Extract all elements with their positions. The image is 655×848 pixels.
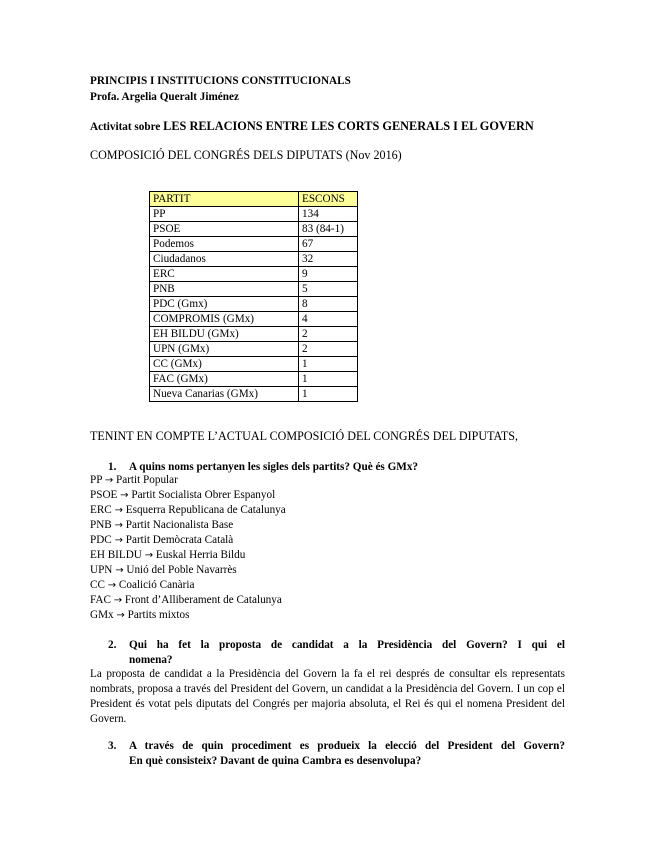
table-header-row: [150, 192, 358, 207]
question-text: A quins noms pertanyen les sigles dels partits? Què és GMx?: [129, 461, 419, 473]
list-item: [90, 608, 286, 623]
table-row: [150, 372, 358, 387]
abbr-name: Euskal Herria Bildu: [155, 549, 246, 561]
seats-cell: 4: [299, 312, 358, 327]
seats-cell: 32: [299, 252, 358, 267]
question-2: [90, 638, 565, 668]
seats-cell: 83 (84-1): [299, 222, 358, 237]
header-partit: PARTIT: [150, 192, 299, 207]
question-text-line-1: A través de quin procediment es produeix la elecció del President del Govern?: [129, 740, 565, 752]
list-item: [90, 533, 286, 548]
table-row: [150, 267, 358, 282]
table-row: [150, 357, 358, 372]
header-escons: ESCONS: [299, 192, 358, 207]
table-row: [150, 387, 358, 402]
arrow-right-icon: →: [120, 490, 129, 501]
activity-topic: LES RELACIONS ENTRE LES CORTS GENERALS I EL GOVERN: [163, 119, 534, 133]
seats-cell: 8: [299, 297, 358, 312]
abbr-code: PP: [90, 474, 103, 486]
seats-cell: 2: [299, 327, 358, 342]
table-row: [150, 237, 358, 252]
arrow-right-icon: →: [116, 610, 125, 621]
arrow-right-icon: →: [115, 565, 124, 576]
abbr-name: Partit Nacionalista Base: [125, 519, 234, 531]
list-item: [90, 563, 286, 578]
list-item: [90, 488, 286, 503]
party-cell: Ciudadanos: [150, 252, 299, 267]
composition-title: COMPOSICIÓ DEL CONGRÉS DELS DIPUTATS (Nov 2016): [90, 148, 402, 162]
party-cell: CC (GMx): [150, 357, 299, 372]
abbr-name: Partit Popular: [116, 474, 178, 486]
abbr-code: GMx: [90, 609, 114, 621]
question-text-line-1: Qui ha fet la proposta de candidat a la Presidència del Govern? I qui el: [129, 639, 565, 651]
abbr-code: PSOE: [90, 489, 118, 501]
list-item: [90, 548, 286, 563]
list-item: [90, 518, 286, 533]
abbr-name: Partit Socialista Obrer Espanyol: [131, 489, 276, 501]
arrow-right-icon: →: [114, 520, 123, 531]
table-row: [150, 312, 358, 327]
party-cell: FAC (GMx): [150, 372, 299, 387]
list-item: [90, 593, 286, 608]
abbr-name: Coalició Canària: [118, 579, 195, 591]
party-cell: COMPROMIS (GMx): [150, 312, 299, 327]
table-row: [150, 207, 358, 222]
abbr-code: PNB: [90, 519, 112, 531]
party-cell: PSOE: [150, 222, 299, 237]
seats-cell: 2: [299, 342, 358, 357]
table-row: [150, 327, 358, 342]
list-item: [90, 578, 286, 593]
abbr-name: Esquerra Republicana de Catalunya: [125, 504, 286, 516]
abbr-code: CC: [90, 579, 105, 591]
answer-paragraph: La proposta de candidat a la Presidència del Govern la fa el rei després de consultar els representats nombrats, proposa a través del President del Govern, un candidat a la Presidència del Govern. I un cop el President és votat pels diputats del Congrés per majoria absoluta, el Rei és qui el nomena President del Govern.: [90, 668, 565, 725]
seats-cell: 1: [299, 387, 358, 402]
arrow-right-icon: →: [114, 505, 123, 516]
question-number: 2.: [108, 639, 117, 651]
abbr-name: Front d’Alliberament de Catalunya: [124, 594, 282, 606]
party-cell: PDC (Gmx): [150, 297, 299, 312]
arrow-right-icon: →: [144, 550, 154, 561]
professor-name: Profa. Argelia Queralt Jiménez: [90, 91, 239, 103]
intro-line: TENINT EN COMPTE L’ACTUAL COMPOSICIÓ DEL CONGRÉS DEL DIPUTATS,: [90, 429, 519, 443]
question-3: [90, 739, 565, 769]
party-cell: ERC: [150, 267, 299, 282]
table-row: [150, 342, 358, 357]
seats-cell: 1: [299, 357, 358, 372]
parties-table: [149, 191, 358, 402]
arrow-right-icon: →: [114, 535, 123, 546]
arrow-right-icon: →: [104, 475, 114, 486]
table-row: [150, 222, 358, 237]
activity-title: [90, 119, 534, 135]
list-item: [90, 503, 286, 518]
abbr-name: Partits mixtos: [127, 609, 190, 621]
seats-cell: 9: [299, 267, 358, 282]
question-text-line-2: nomena?: [129, 654, 173, 666]
abbr-code: EH BILDU: [90, 549, 142, 561]
course-title: PRINCIPIS I INSTITUCIONS CONSTITUCIONALS: [90, 75, 351, 87]
activity-prefix: Activitat sobre: [90, 121, 164, 133]
arrow-right-icon: →: [107, 580, 117, 591]
party-cell: Podemos: [150, 237, 299, 252]
abbr-code: ERC: [90, 504, 112, 516]
table-row: [150, 252, 358, 267]
party-cell: PNB: [150, 282, 299, 297]
table-row: [150, 282, 358, 297]
abbr-name: Unió del Poble Navarrès: [126, 564, 237, 576]
abbr-name: Partit Demòcrata Català: [125, 534, 234, 546]
seats-cell: 67: [299, 237, 358, 252]
party-cell: Nueva Canarias (GMx): [150, 387, 299, 402]
seats-cell: 1: [299, 372, 358, 387]
party-cell: PP: [150, 207, 299, 222]
seats-cell: 5: [299, 282, 358, 297]
abbreviation-list: [90, 473, 286, 623]
abbr-code: UPN: [90, 564, 113, 576]
abbr-code: PDC: [90, 534, 112, 546]
list-item: [90, 473, 286, 488]
seats-cell: 134: [299, 207, 358, 222]
arrow-right-icon: →: [113, 595, 123, 606]
question-number: 3.: [108, 740, 117, 752]
party-cell: EH BILDU (GMx): [150, 327, 299, 342]
question-number: 1.: [108, 461, 117, 473]
table-row: [150, 297, 358, 312]
abbr-code: FAC: [90, 594, 111, 606]
party-cell: UPN (GMx): [150, 342, 299, 357]
question-text-line-2: En què consisteix? Davant de quina Cambra es desenvolupa?: [129, 755, 422, 767]
